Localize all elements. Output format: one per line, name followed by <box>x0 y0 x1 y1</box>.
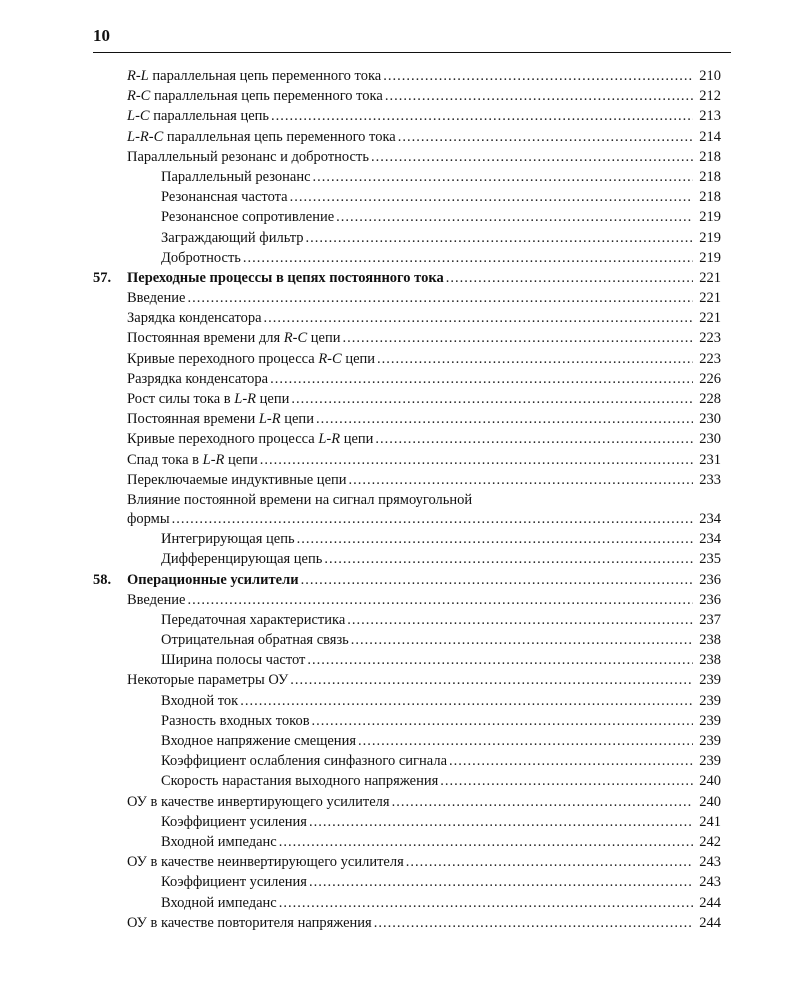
toc-entry[interactable] <box>93 66 721 86</box>
title-text: Коэффициент ослабления синфазного сигнала <box>161 753 447 770</box>
dot-leader <box>301 570 693 590</box>
dot-leader <box>187 590 693 610</box>
toc-entry[interactable] <box>93 509 721 529</box>
toc-entry-title <box>127 409 314 429</box>
toc-entry-title <box>161 207 334 227</box>
toc-page-number: 237 <box>699 611 721 628</box>
toc-entry-title <box>127 792 390 812</box>
title-text: формы <box>127 510 170 527</box>
toc-page-number: 218 <box>699 148 721 165</box>
title-text: Входной импеданс <box>161 833 277 850</box>
toc-chapter[interactable] <box>93 570 721 590</box>
title-text: Введение <box>127 591 186 608</box>
toc-page-number: 236 <box>699 591 721 608</box>
toc-entry-title <box>161 872 307 892</box>
toc-entry[interactable] <box>93 650 721 670</box>
dot-leader <box>342 328 693 348</box>
toc-page-number: 238 <box>699 632 721 649</box>
toc-entry-title <box>127 470 347 490</box>
dot-leader <box>398 127 693 147</box>
toc-page-number: 239 <box>699 712 721 729</box>
toc-page-number: 219 <box>699 209 721 226</box>
toc-entry[interactable] <box>93 751 721 771</box>
title-text: Разность входных токов <box>161 712 310 729</box>
title-text: Постоянная времени <box>127 411 259 428</box>
title-text: Коэффициент усиления <box>161 874 307 891</box>
toc-entry[interactable] <box>93 630 721 650</box>
dot-leader <box>279 832 693 852</box>
toc-entry-title <box>93 268 444 288</box>
toc-entry[interactable] <box>93 549 721 569</box>
toc-entry-title <box>127 349 375 369</box>
toc-entry[interactable] <box>93 308 721 328</box>
toc-page-number: 210 <box>699 68 721 84</box>
toc-page-number: 228 <box>699 391 721 407</box>
toc-entry-title <box>127 389 289 409</box>
toc-entry[interactable] <box>93 913 721 933</box>
toc-entry[interactable] <box>93 731 721 751</box>
toc-entry-title <box>127 369 268 389</box>
toc-entry[interactable] <box>93 228 721 248</box>
dot-leader <box>449 751 693 771</box>
toc-page-number: 244 <box>699 914 721 931</box>
toc-entry[interactable] <box>93 450 721 470</box>
toc-page-number: 244 <box>699 894 721 911</box>
circuit-symbol: L-R <box>258 411 281 428</box>
dot-leader <box>306 228 693 248</box>
toc-entry[interactable] <box>93 670 721 690</box>
toc-page-number: 239 <box>699 692 721 709</box>
toc-page-number: 212 <box>699 88 721 105</box>
toc-entry[interactable] <box>93 691 721 711</box>
toc-entry-title <box>127 147 369 167</box>
dot-leader <box>279 893 693 913</box>
circuit-symbol: L-R <box>318 431 341 448</box>
toc-entry-title <box>161 731 356 751</box>
dot-leader <box>324 549 693 569</box>
dot-leader <box>385 86 693 106</box>
toc-entry[interactable] <box>93 812 721 832</box>
toc-page-number: 226 <box>699 370 721 387</box>
title-text: Заграждающий фильтр <box>161 229 304 246</box>
toc-entry[interactable] <box>93 328 721 348</box>
toc-page-number: 230 <box>699 411 721 428</box>
toc-entry-title <box>127 852 404 872</box>
toc-entry[interactable] <box>93 529 721 549</box>
title-text: Некоторые параметры ОУ <box>127 672 289 689</box>
toc-entry[interactable] <box>93 106 721 126</box>
toc-entry[interactable] <box>93 389 721 409</box>
toc-entry-wrap-line <box>93 490 721 509</box>
toc-entry-title <box>127 288 185 308</box>
dot-leader <box>260 450 693 470</box>
title-text: Входное напряжение смещения <box>161 733 356 749</box>
toc-page-number: 235 <box>699 551 721 568</box>
toc-entry[interactable] <box>93 832 721 852</box>
dot-leader <box>349 470 693 490</box>
toc-entry-title <box>161 187 288 207</box>
dot-leader <box>172 509 693 529</box>
toc-page-number: 243 <box>699 854 721 871</box>
title-text: Добротность <box>161 249 241 266</box>
title-text: Коэффициент усиления <box>161 813 307 830</box>
toc-entry-title <box>127 66 381 86</box>
title-text: Резонансная частота <box>161 189 288 206</box>
dot-leader <box>375 429 693 449</box>
dot-leader <box>371 147 693 167</box>
toc-page-number: 218 <box>699 168 721 185</box>
toc-entry[interactable] <box>93 429 721 449</box>
toc-page-number: 241 <box>699 813 721 830</box>
toc-page-number: 239 <box>699 753 721 770</box>
page-number: 10 <box>93 26 110 45</box>
title-text: Спад тока в <box>127 451 203 468</box>
title-text: Переключаемые индуктивные цепи <box>127 471 347 488</box>
toc-page-number: 223 <box>699 330 721 347</box>
dot-leader <box>291 389 693 409</box>
toc-entry-title <box>127 913 372 933</box>
toc-entry[interactable] <box>93 147 721 167</box>
toc-entry-title <box>161 751 447 771</box>
toc-entry[interactable] <box>93 369 721 389</box>
title-text: ОУ в качестве повторителя напряжения <box>127 914 372 931</box>
toc-page-number: 223 <box>699 350 721 367</box>
toc-entry-title <box>127 509 170 529</box>
dot-leader <box>336 207 693 227</box>
toc-entry-title <box>161 771 438 791</box>
dot-leader <box>351 630 693 650</box>
dot-leader <box>290 187 693 207</box>
toc-page-number: 240 <box>699 793 721 810</box>
toc-entry-title <box>127 670 288 690</box>
circuit-symbol: R-C <box>283 330 308 347</box>
title-text: ОУ в качестве инвертирующего усилителя <box>127 793 390 810</box>
circuit-symbol: L-C <box>127 108 150 125</box>
title-text: Введение <box>127 290 186 307</box>
dot-leader <box>313 167 693 187</box>
dot-leader <box>446 268 693 288</box>
toc-entry[interactable] <box>93 248 721 268</box>
toc-page-number: 214 <box>699 128 721 145</box>
toc-page-number: 238 <box>699 652 721 669</box>
toc-entry[interactable] <box>93 872 721 892</box>
toc-page-number: 219 <box>699 229 721 246</box>
toc-entry-title <box>161 167 311 187</box>
dot-leader <box>383 66 693 86</box>
toc-entry-title-line: Влияние постоянной времени на сигнал прямоугольной <box>127 491 473 508</box>
toc-entry-title <box>127 429 373 449</box>
toc-entry[interactable] <box>93 711 721 731</box>
dot-leader <box>440 771 693 791</box>
toc-entry-title <box>161 529 295 549</box>
dot-leader <box>243 248 693 268</box>
dot-leader <box>309 872 693 892</box>
dot-leader <box>392 792 693 812</box>
dot-leader <box>307 650 693 670</box>
toc-entry-title <box>127 450 258 470</box>
title-text: Отрицательная обратная связь <box>161 632 349 649</box>
dot-leader <box>358 731 693 751</box>
title-text: параллельная цепь <box>149 108 270 125</box>
title-text: ОУ в качестве неинвертирующего усилителя <box>127 854 404 871</box>
toc-entry-title <box>127 106 269 126</box>
toc-entry[interactable] <box>93 167 721 187</box>
circuit-symbol: L-R <box>202 451 225 468</box>
toc-page-number: 243 <box>699 874 721 891</box>
toc-entry-title <box>127 127 396 147</box>
toc-page-number: 221 <box>699 310 721 327</box>
title-text: Параллельный резонанс <box>161 168 311 185</box>
toc-entry-title <box>161 248 241 268</box>
circuit-symbol: L-R-C <box>127 128 164 145</box>
toc-entry-title <box>161 893 277 913</box>
dot-leader <box>309 812 693 832</box>
toc-entry-title <box>161 549 322 569</box>
toc-entry[interactable] <box>93 207 721 227</box>
title-text: параллельная цепь переменного тока <box>148 68 382 84</box>
toc-entry[interactable] <box>93 187 721 207</box>
toc-entry-title <box>161 691 238 711</box>
circuit-symbol: R-C <box>127 88 151 105</box>
toc-entry[interactable] <box>93 610 721 630</box>
toc-entry-title <box>161 812 307 832</box>
title-text: Резонансное сопротивление <box>161 209 335 226</box>
title-text: Скорость нарастания выходного напряжения <box>161 773 439 790</box>
title-text: Кривые переходного процесса <box>127 431 319 448</box>
toc-entry-title <box>161 832 277 852</box>
toc-entry-title <box>127 328 340 348</box>
circuit-symbol: L-R <box>234 391 257 407</box>
title-text: цепи <box>341 350 376 367</box>
title-text: Параллельный резонанс и добротность <box>127 148 369 165</box>
title-text: цепи <box>340 431 374 448</box>
toc-entry-title <box>161 228 304 248</box>
toc-entry[interactable] <box>93 288 721 308</box>
title-text: цепи <box>280 411 314 428</box>
title-text: Постоянная времени для <box>127 330 284 347</box>
table-of-contents <box>93 66 721 933</box>
dot-leader <box>406 852 693 872</box>
title-text: Рост силы тока в <box>127 391 235 407</box>
dot-leader <box>264 308 693 328</box>
dot-leader <box>290 670 693 690</box>
toc-page-number: 234 <box>699 510 721 527</box>
title-text: параллельная цепь переменного тока <box>163 128 396 145</box>
dot-leader <box>312 711 693 731</box>
title-text: параллельная цепь переменного тока <box>150 88 383 105</box>
toc-entry-title <box>127 590 185 610</box>
toc-page-number: 239 <box>699 733 721 749</box>
toc-entry-title <box>161 630 349 650</box>
toc-entry[interactable] <box>93 349 721 369</box>
dot-leader <box>347 610 693 630</box>
dot-leader <box>377 349 693 369</box>
toc-page-number: 239 <box>699 672 721 689</box>
toc-entry[interactable] <box>93 127 721 147</box>
toc-page-number: 234 <box>699 531 721 548</box>
toc-page-number: 219 <box>699 249 721 266</box>
title-text: цепи <box>224 451 258 468</box>
title-text: Операционные усилители <box>127 571 299 588</box>
toc-page-number: 242 <box>699 833 721 850</box>
title-text: Передаточная характеристика <box>161 611 346 628</box>
toc-page-number: 230 <box>699 431 721 448</box>
dot-leader <box>187 288 693 308</box>
toc-page-number: 233 <box>699 471 721 488</box>
title-text: Переходные процессы в цепях постоянного тока <box>127 269 444 286</box>
toc-entry[interactable] <box>93 409 721 429</box>
title-text: Интегрирующая цепь <box>161 531 295 548</box>
toc-entry-title <box>161 711 310 731</box>
toc-page-number: 221 <box>699 269 721 286</box>
dot-leader <box>316 409 693 429</box>
toc-entry-title <box>161 650 305 670</box>
title-text: цепи <box>256 391 290 407</box>
toc-entry[interactable] <box>93 86 721 106</box>
toc-entry[interactable] <box>93 893 721 913</box>
toc-page-number: 218 <box>699 189 721 206</box>
toc-chapter[interactable] <box>93 268 721 288</box>
toc-entry-title <box>127 308 262 328</box>
title-text: Дифференцирующая цепь <box>161 551 323 568</box>
dot-leader <box>271 106 693 126</box>
title-text: Разрядка конденсатора <box>127 370 269 387</box>
dot-leader <box>297 529 693 549</box>
dot-leader <box>270 369 693 389</box>
dot-leader <box>374 913 693 933</box>
toc-entry[interactable] <box>93 470 721 490</box>
title-text: Кривые переходного процесса <box>127 350 319 367</box>
toc-entry-title <box>93 570 299 590</box>
title-text: Входной ток <box>161 692 239 709</box>
toc-entry-title <box>127 86 383 106</box>
title-text: Ширина полосы частот <box>161 652 306 669</box>
toc-entry[interactable] <box>93 792 721 812</box>
title-text: Зарядка конденсатора <box>127 310 262 327</box>
toc-page-number: 213 <box>699 108 721 125</box>
header-rule <box>93 52 731 53</box>
chapter-number: 58. <box>93 571 112 588</box>
toc-page-number: 231 <box>699 451 721 468</box>
dot-leader <box>240 691 693 711</box>
toc-entry[interactable] <box>93 771 721 791</box>
toc-page-number: 236 <box>699 571 721 588</box>
circuit-symbol: R-C <box>318 350 342 367</box>
circuit-symbol: R-L <box>127 68 149 84</box>
title-text: Входной импеданс <box>161 894 277 911</box>
toc-page-number: 240 <box>699 773 721 790</box>
chapter-number: 57. <box>93 269 112 286</box>
toc-entry[interactable] <box>93 852 721 872</box>
title-text: цепи <box>307 330 341 347</box>
toc-entry-title <box>161 610 345 630</box>
toc-entry[interactable] <box>93 590 721 610</box>
toc-page-number: 221 <box>699 290 721 307</box>
